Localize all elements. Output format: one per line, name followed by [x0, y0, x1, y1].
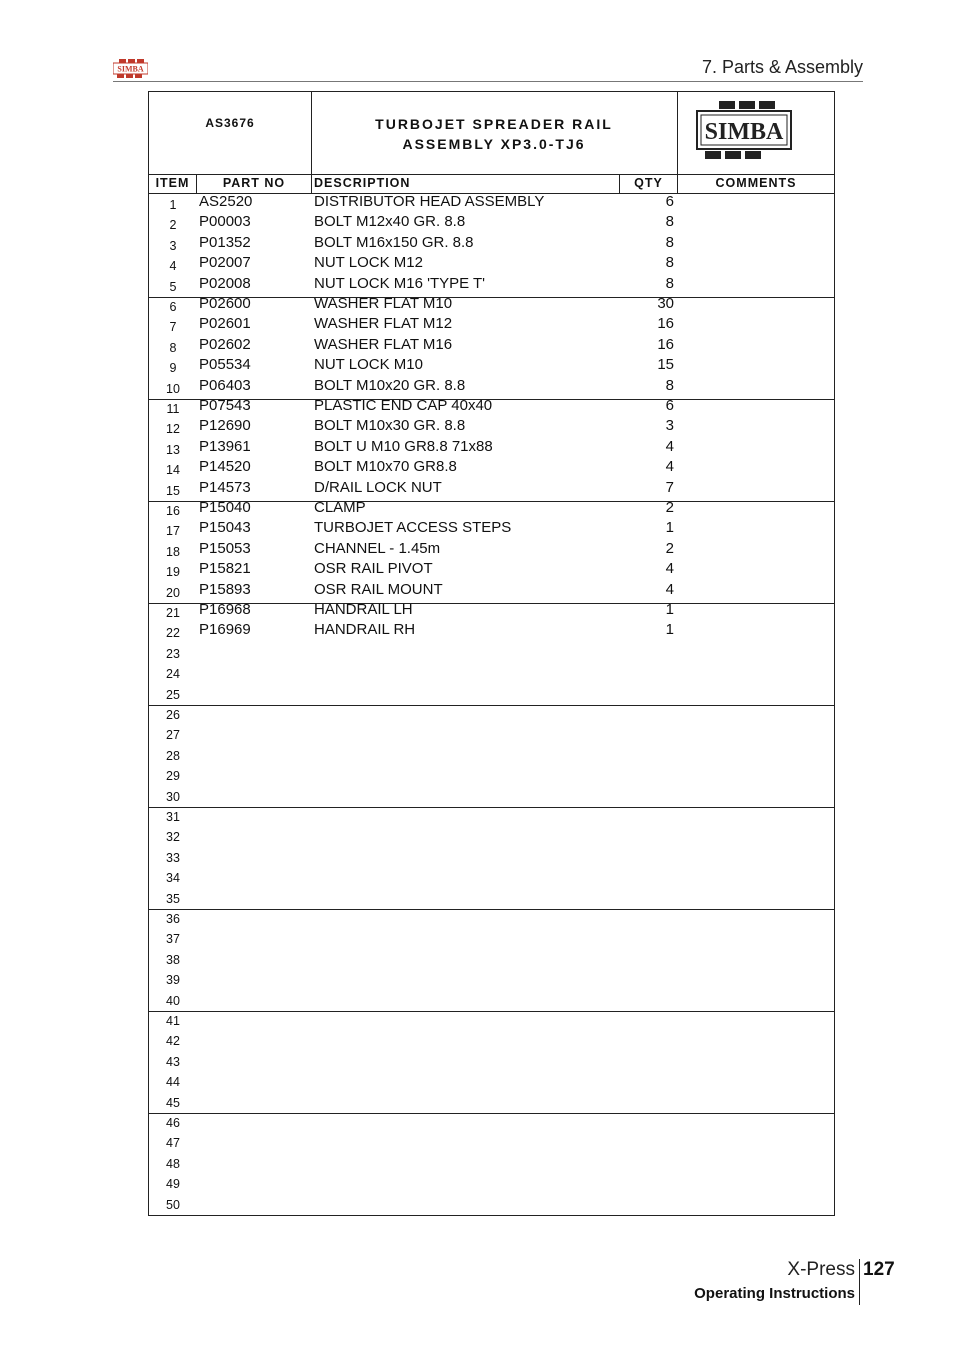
- assembly-title: [312, 114, 676, 154]
- part-quantity: 8: [665, 233, 674, 251]
- part-number: P14573: [199, 478, 251, 496]
- item-number: 22: [166, 626, 180, 641]
- part-quantity: 16: [657, 335, 674, 353]
- item-number: 44: [166, 1075, 180, 1090]
- item-number: 14: [166, 463, 180, 478]
- part-number: P02007: [199, 254, 251, 272]
- table-row: [149, 1029, 834, 1049]
- part-description: WASHER FLAT M16: [314, 335, 453, 353]
- table-row: [149, 234, 834, 254]
- item-number: 3: [169, 238, 177, 253]
- table-row: [149, 295, 834, 315]
- part-number: P15043: [199, 519, 251, 537]
- table-row: [149, 540, 834, 560]
- part-quantity: 1: [665, 621, 674, 639]
- table-row: [149, 193, 834, 213]
- item-number: 38: [166, 952, 180, 967]
- table-row: [149, 907, 834, 927]
- table-row: [149, 683, 834, 703]
- part-quantity: 1: [665, 601, 674, 618]
- part-number: P06403: [199, 376, 251, 394]
- part-quantity: 8: [665, 376, 674, 394]
- part-number: P07543: [199, 397, 251, 414]
- item-number: 26: [166, 708, 180, 722]
- part-description: OSR RAIL PIVOT: [314, 560, 433, 578]
- part-number: P02602: [199, 335, 251, 353]
- table-row: [149, 621, 834, 641]
- table-row: [149, 417, 834, 437]
- table-row: [149, 1111, 834, 1131]
- part-number: P12690: [199, 417, 251, 435]
- item-number: 5: [169, 279, 177, 294]
- table-row: [149, 601, 834, 621]
- part-quantity: 8: [665, 213, 674, 231]
- item-number: 36: [166, 912, 180, 926]
- header-divider-2: [677, 92, 678, 174]
- part-quantity: 4: [665, 437, 674, 455]
- item-number: 25: [166, 687, 180, 702]
- table-row: [149, 764, 834, 784]
- part-quantity: 8: [665, 274, 674, 292]
- part-number: P15821: [199, 560, 251, 578]
- part-number: P02008: [199, 274, 251, 292]
- table-row: [149, 254, 834, 274]
- part-description: NUT LOCK M16 'TYPE T': [314, 274, 486, 292]
- table-row: [149, 968, 834, 988]
- item-number: 48: [166, 1156, 180, 1171]
- item-number: 23: [166, 646, 180, 661]
- part-description: OSR RAIL MOUNT: [314, 580, 443, 598]
- item-number: 15: [166, 483, 180, 498]
- table-row: [149, 989, 834, 1009]
- header-divider-1: [311, 92, 312, 174]
- part-number: P00003: [199, 213, 251, 231]
- part-number: P16968: [199, 601, 251, 618]
- table-row: [149, 1050, 834, 1070]
- assembly-number: AS3676: [205, 116, 255, 130]
- col-divider-item: [196, 174, 197, 193]
- table-row: [149, 499, 834, 519]
- col-divider-qty: [677, 174, 678, 193]
- item-number: 28: [166, 748, 180, 763]
- simba-header-logo: [113, 59, 148, 78]
- document-subtitle: Operating Instructions: [694, 1285, 855, 1302]
- part-description: D/RAIL LOCK NUT: [314, 478, 442, 496]
- table-row: [149, 1152, 834, 1172]
- table-row: [149, 805, 834, 825]
- table-row: [149, 519, 834, 539]
- item-number: 49: [166, 1177, 180, 1192]
- item-number: 29: [166, 769, 180, 784]
- part-number: P15053: [199, 539, 251, 557]
- item-number: 34: [166, 871, 180, 886]
- part-description: WASHER FLAT M12: [314, 315, 453, 333]
- part-description: BOLT M12x40 GR. 8.8: [314, 213, 466, 231]
- part-number: P01352: [199, 233, 251, 251]
- part-description: DISTRIBUTOR HEAD ASSEMBLY: [314, 193, 545, 210]
- part-quantity: 4: [665, 560, 674, 578]
- part-quantity: 15: [657, 356, 674, 374]
- part-description: BOLT M10x70 GR8.8: [314, 458, 457, 476]
- header-divider: [113, 81, 863, 82]
- part-number: P13961: [199, 437, 251, 455]
- part-number: P14520: [199, 458, 251, 476]
- table-header-block: [149, 92, 834, 175]
- table-row: [149, 948, 834, 968]
- table-row: [149, 315, 834, 335]
- part-description: BOLT M16x150 GR. 8.8: [314, 233, 474, 251]
- part-number: P05534: [199, 356, 251, 374]
- part-description: WASHER FLAT M10: [314, 295, 453, 312]
- part-quantity: 4: [665, 458, 674, 476]
- col-divider-part: [311, 174, 312, 193]
- col-qty-header: QTY: [634, 176, 663, 190]
- table-row: [149, 213, 834, 233]
- table-row: [149, 479, 834, 499]
- table-row: [149, 275, 834, 295]
- table-row: [149, 1131, 834, 1151]
- table-row: [149, 438, 834, 458]
- item-number: 43: [166, 1054, 180, 1069]
- item-number: 41: [166, 1014, 180, 1028]
- item-number: 2: [169, 218, 177, 233]
- item-number: 20: [166, 585, 180, 600]
- col-divider-desc: [619, 174, 620, 193]
- assembly-title-line1: TURBOJET SPREADER RAIL: [375, 116, 613, 132]
- part-description: HANDRAIL RH: [314, 621, 416, 639]
- part-description: TURBOJET ACCESS STEPS: [314, 519, 512, 537]
- table-row: [149, 1172, 834, 1192]
- section-title: 7. Parts & Assembly: [701, 57, 863, 77]
- svg-text:SIMBA: SIMBA: [117, 64, 144, 74]
- part-number: P15893: [199, 580, 251, 598]
- item-number: 6: [169, 300, 177, 314]
- table-row: [149, 642, 834, 662]
- item-number: 19: [166, 565, 180, 580]
- col-comments-header: COMMENTS: [715, 176, 797, 190]
- part-quantity: 1: [665, 519, 674, 537]
- svg-text:SIMBA: SIMBA: [704, 119, 784, 145]
- item-number: 33: [166, 850, 180, 865]
- item-number: 11: [166, 402, 180, 416]
- page-number: 127: [863, 1259, 895, 1280]
- item-number: 16: [166, 504, 180, 518]
- table-row: [149, 744, 834, 764]
- table-row: [149, 1009, 834, 1029]
- part-description: HANDRAIL LH: [314, 601, 413, 618]
- part-description: BOLT M10x30 GR. 8.8: [314, 417, 466, 435]
- table-row: [149, 1091, 834, 1111]
- table-row: [149, 927, 834, 947]
- item-number: 13: [166, 442, 180, 457]
- item-number: 4: [169, 259, 177, 274]
- item-number: 24: [166, 667, 180, 682]
- part-number: P16969: [199, 621, 251, 639]
- table-row: [149, 846, 834, 866]
- item-number: 42: [166, 1034, 180, 1049]
- part-quantity: 30: [657, 295, 674, 312]
- table-row: [149, 458, 834, 478]
- table-row: [149, 581, 834, 601]
- item-number: 39: [166, 973, 180, 988]
- part-number: P15040: [199, 499, 251, 516]
- item-number: 37: [166, 932, 180, 947]
- item-number: 1: [169, 198, 177, 212]
- part-quantity: 6: [665, 193, 674, 210]
- part-quantity: 2: [665, 499, 674, 516]
- part-number: P02601: [199, 315, 251, 333]
- item-number: 45: [166, 1095, 180, 1110]
- col-desc-header: DESCRIPTION: [314, 176, 411, 190]
- item-number: 10: [166, 381, 180, 396]
- item-number: 27: [166, 728, 180, 743]
- table-row: [149, 336, 834, 356]
- part-description: BOLT U M10 GR8.8 71x88: [314, 437, 493, 455]
- item-number: 50: [166, 1197, 180, 1212]
- col-item-header: ITEM: [155, 176, 190, 190]
- item-number: 7: [169, 320, 177, 335]
- table-row: [149, 560, 834, 580]
- table-row: [149, 377, 834, 397]
- item-number: 9: [169, 361, 177, 376]
- item-number: 46: [166, 1116, 180, 1130]
- col-part-header: PART NO: [222, 176, 286, 190]
- part-description: PLASTIC END CAP 40x40: [314, 397, 493, 414]
- item-number: 12: [166, 422, 180, 437]
- item-number: 8: [169, 340, 177, 355]
- part-description: CLAMP: [314, 499, 366, 516]
- item-number: 21: [166, 606, 180, 620]
- part-description: NUT LOCK M10: [314, 356, 423, 374]
- part-number: P02600: [199, 295, 251, 312]
- item-number: 40: [166, 993, 180, 1008]
- item-number: 35: [166, 891, 180, 906]
- table-row: [149, 825, 834, 845]
- footer-divider: [859, 1259, 860, 1305]
- item-number: 30: [166, 789, 180, 804]
- parts-table: [148, 91, 835, 1216]
- part-quantity: 3: [665, 417, 674, 435]
- simba-brand-logo: [695, 99, 793, 161]
- item-number: 47: [166, 1136, 180, 1151]
- part-description: CHANNEL - 1.45m: [314, 539, 441, 557]
- table-row: [149, 356, 834, 376]
- part-quantity: 7: [665, 478, 674, 496]
- item-number: 31: [166, 810, 180, 824]
- item-number: 17: [166, 524, 180, 539]
- table-row: [149, 887, 834, 907]
- part-quantity: 4: [665, 580, 674, 598]
- part-description: NUT LOCK M12: [314, 254, 423, 272]
- table-row: [149, 703, 834, 723]
- table-row: [149, 1070, 834, 1090]
- table-row: [149, 397, 834, 417]
- table-row: [149, 785, 834, 805]
- table-row: [149, 866, 834, 886]
- part-quantity: 8: [665, 254, 674, 272]
- part-quantity: 2: [665, 539, 674, 557]
- table-row: [149, 1193, 834, 1213]
- product-name: X-Press: [787, 1259, 855, 1280]
- part-quantity: 6: [665, 397, 674, 414]
- table-row: [149, 662, 834, 682]
- assembly-title-line2: ASSEMBLY XP3.0-TJ6: [402, 136, 586, 152]
- part-quantity: 16: [657, 315, 674, 333]
- item-number: 18: [166, 544, 180, 559]
- table-row: [149, 723, 834, 743]
- item-number: 32: [166, 830, 180, 845]
- part-description: BOLT M10x20 GR. 8.8: [314, 376, 466, 394]
- part-number: AS2520: [199, 193, 253, 210]
